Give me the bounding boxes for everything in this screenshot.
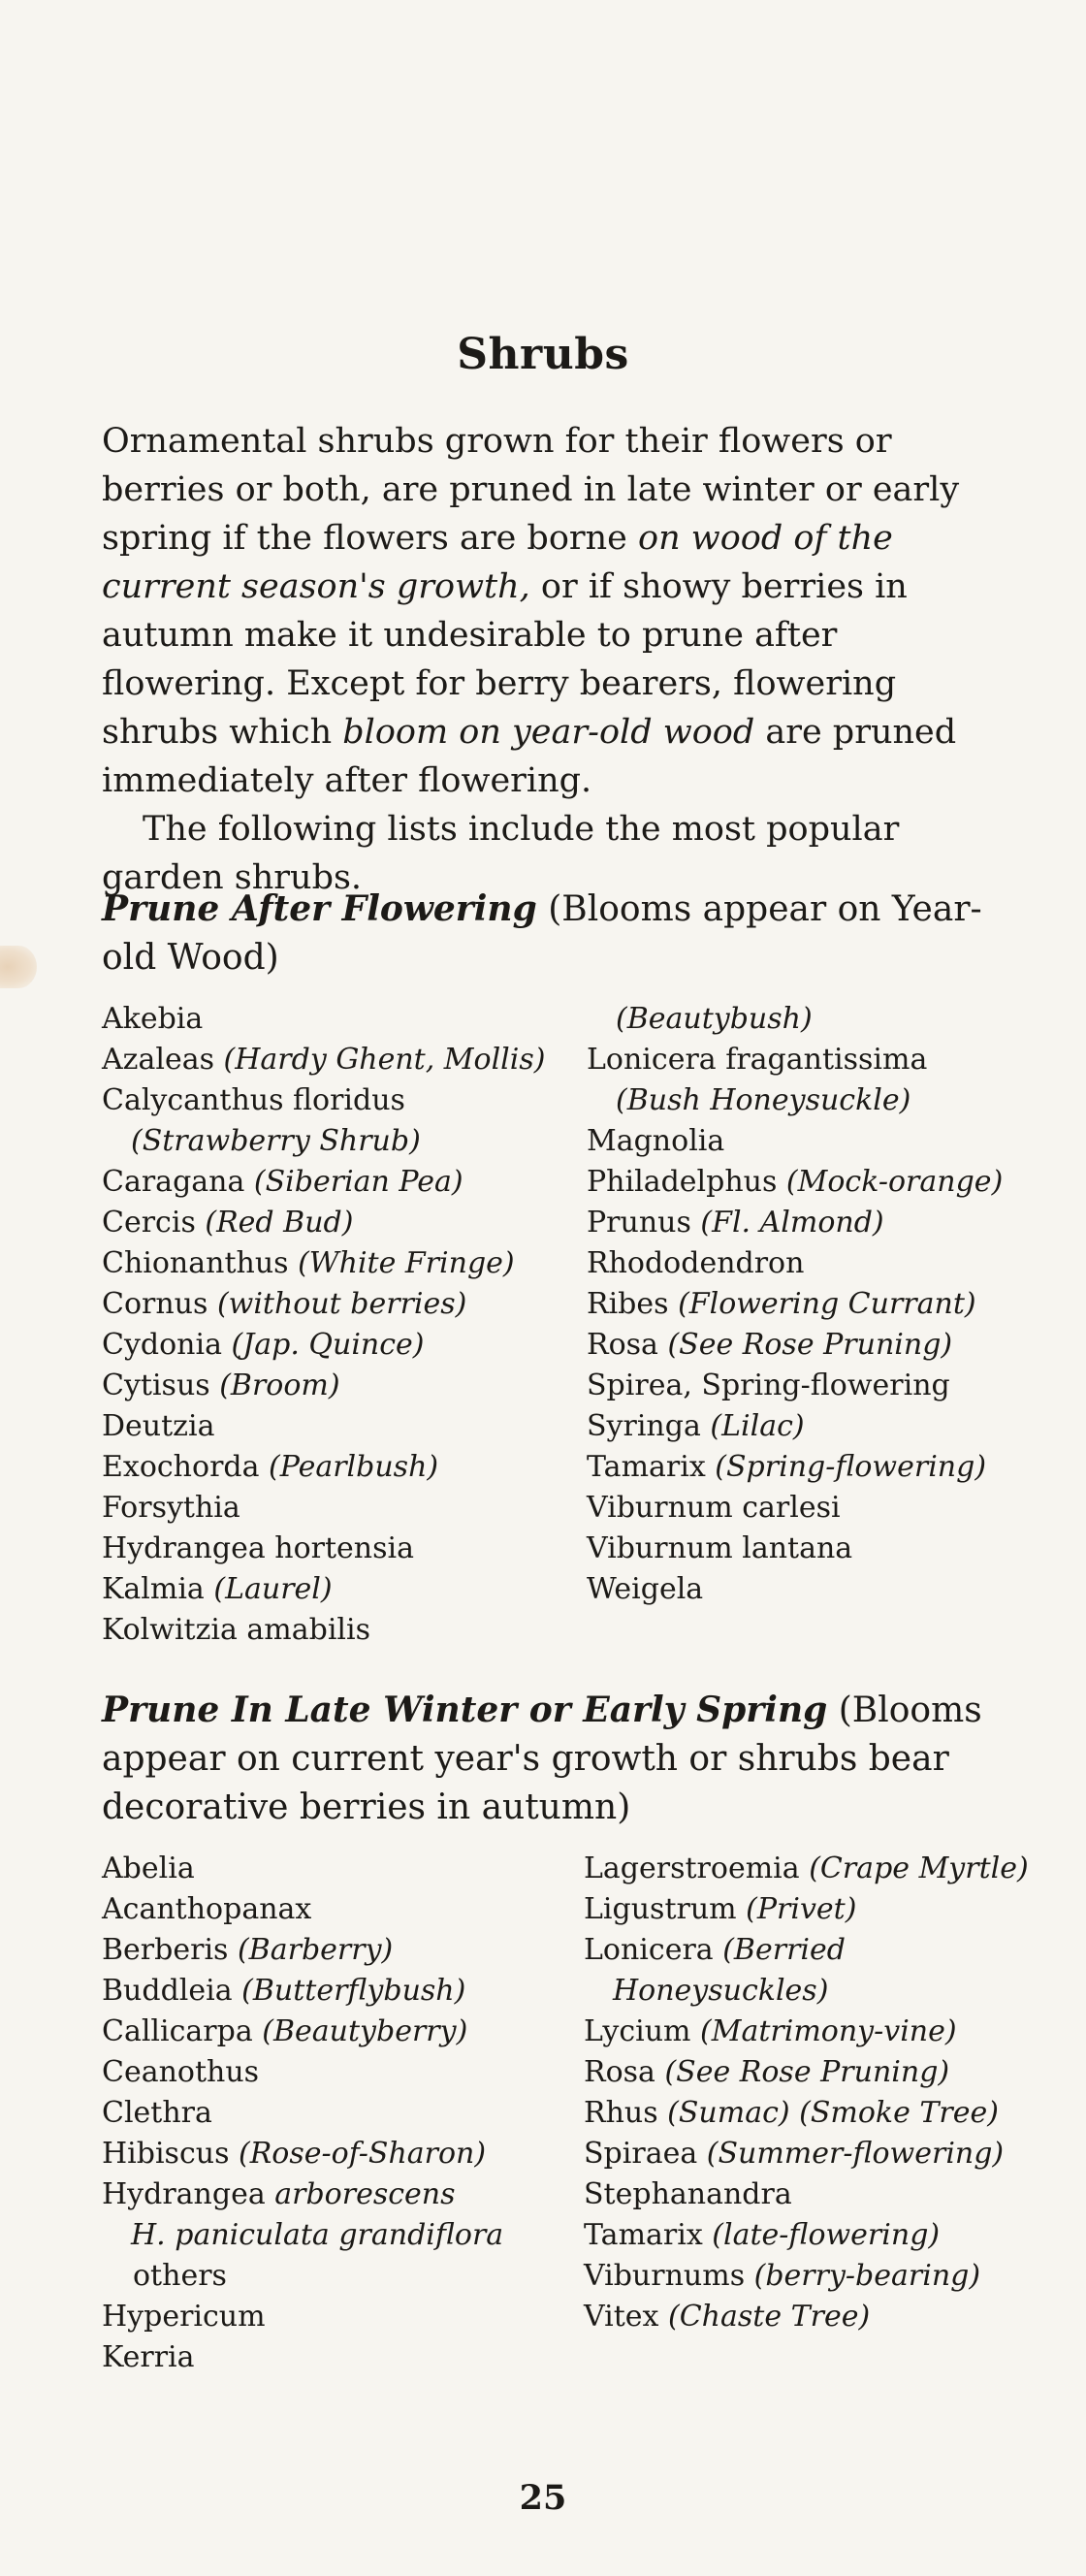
shrub-list-item — [584, 2215, 1029, 2256]
shrub-list-item — [587, 1162, 1003, 1203]
shrub-name: Hibiscus — [102, 2137, 240, 2171]
shrub-name: Rhus — [584, 2096, 668, 2130]
shrub-common-name: (Sumac) (Smoke Tree) — [667, 2096, 999, 2130]
intro-text-run: are pruned immediately after flowering. — [102, 713, 957, 800]
shrub-common-name: (Rose-of-Sharon) — [239, 2137, 487, 2171]
shrub-name: Hydrangea — [102, 2177, 275, 2211]
shrub-list-item — [102, 1162, 545, 1203]
shrub-name: Viburnums — [584, 2259, 754, 2293]
shrub-list-item — [587, 1080, 1003, 1121]
shrub-common-name: (Jap. Quince) — [231, 1328, 425, 1362]
shrub-list-right — [587, 999, 1003, 1610]
shrub-name: Viburnum lantana — [587, 1531, 853, 1565]
shrub-common-name: (Pearlbush) — [269, 1450, 439, 1484]
shrub-common-name: (Crape Myrtle) — [809, 1852, 1029, 1885]
shrub-common-name: (Mock-orange) — [785, 1165, 1004, 1199]
shrub-common-name: arborescens — [274, 2177, 456, 2211]
shrub-list-item — [584, 2012, 1029, 2052]
shrub-list-item — [102, 1080, 545, 1121]
shrub-list-item — [102, 1529, 545, 1569]
page-number: 25 — [519, 2478, 567, 2518]
shrub-name: Ceanothus — [102, 2055, 260, 2089]
shrub-common-name: (Strawberry Shrub) — [131, 1124, 421, 1158]
shrub-list-item — [584, 2052, 1029, 2093]
shrub-list-item — [587, 1366, 1003, 1406]
shrub-list-item — [102, 1406, 545, 1447]
shrub-common-name: (White Fringe) — [298, 1246, 515, 1280]
shrub-common-name: (without berries) — [216, 1287, 467, 1321]
shrub-name: Cercis — [102, 1206, 206, 1240]
shrub-common-name: (Lilac) — [710, 1409, 805, 1443]
section-subheading-text: (Blooms appear on Year-old Wood) — [102, 889, 982, 978]
shrub-list-item — [102, 1366, 545, 1406]
shrub-list-left — [102, 1849, 503, 2378]
shrub-list-left — [102, 999, 545, 1651]
shrub-name: Spirea, Spring-flowering — [587, 1368, 950, 1402]
shrub-common-name: (Barberry) — [237, 1933, 394, 1967]
shrub-list-item — [587, 999, 1003, 1040]
shrub-list-item — [587, 1325, 1003, 1366]
shrub-list-item — [102, 2052, 503, 2093]
shrub-name: Lonicera fragantissima — [587, 1043, 928, 1077]
shrub-list-item — [102, 1889, 503, 1930]
shrub-list-item — [102, 1971, 503, 2012]
shrub-list-item — [587, 1121, 1003, 1162]
shrub-common-name: (Beautyberry) — [262, 2014, 468, 2048]
shrub-name: Viburnum carlesi — [587, 1491, 841, 1525]
shrub-list-item — [102, 2174, 503, 2215]
shrub-name: Forsythia — [102, 1491, 240, 1525]
shrub-list-item — [102, 1243, 545, 1284]
shrub-name: Ribes — [587, 1287, 679, 1321]
shrub-common-name: (Matrimony-vine) — [700, 2014, 957, 2048]
shrub-name: Syringa — [587, 1409, 711, 1443]
section-subheading-text: (Blooms appear on current year's growth or shrubs bear decorative berries in autumn) — [102, 1690, 982, 1827]
shrub-list-item — [584, 1849, 1029, 1889]
shrub-list-item — [584, 2093, 1029, 2134]
shrub-common-name: (berry-bearing) — [753, 2259, 981, 2293]
shrub-list-item — [102, 1203, 545, 1243]
section-heading-late-winter — [102, 1686, 1018, 1832]
shrub-name: Prunus — [587, 1206, 701, 1240]
shrub-name: Kerria — [102, 2340, 195, 2374]
intro-paragraph-2: The following lists include the most popular garden shrubs. — [102, 810, 900, 897]
shrub-name: Hypericum — [102, 2300, 266, 2334]
shrub-list-item — [587, 1040, 1003, 1080]
shrub-list-item — [102, 1447, 545, 1488]
shrub-name: Chionanthus — [102, 1246, 299, 1280]
intro-text — [102, 417, 1018, 902]
section-heading-text: Prune In Late Winter or Early Spring — [102, 1690, 828, 1730]
shrub-common-name: (Fl. Almond) — [700, 1206, 884, 1240]
shrub-name: Cydonia — [102, 1328, 232, 1362]
shrub-name: Cytisus — [102, 1368, 220, 1402]
shrub-list-right — [584, 1849, 1029, 2337]
shrub-list-item — [587, 1284, 1003, 1325]
shrub-common-name: (Summer-flowering) — [706, 2137, 1005, 2171]
shrub-name: Philadelphus — [587, 1165, 786, 1199]
shrub-common-name: (See Rose Pruning) — [667, 1328, 953, 1362]
shrub-list-item — [584, 1889, 1029, 1930]
intro-emphasis: on wood of the current season's growth, — [102, 519, 893, 606]
page-title: Shrubs — [457, 330, 629, 379]
shrub-name: Caragana — [102, 1165, 254, 1199]
shrub-name: Exochorda — [102, 1450, 270, 1484]
shrub-name: others — [133, 2259, 227, 2293]
shrub-list-item — [587, 1447, 1003, 1488]
shrub-list-item — [102, 1284, 545, 1325]
shrub-name: Vitex — [584, 2300, 668, 2334]
shrub-name: Akebia — [102, 1002, 204, 1036]
shrub-name: Kalmia — [102, 1572, 214, 1606]
shrub-common-name: (Chaste Tree) — [668, 2300, 871, 2334]
shrub-list-item — [102, 2093, 503, 2134]
shrub-name: Acanthopanax — [102, 1892, 312, 1926]
intro-text-run: or if showy berries in autumn make it undesirable to prune after flowering. Except for berry bearers, flowering shrubs which — [102, 567, 908, 752]
shrub-common-name: (Butterflybush) — [241, 1974, 466, 2008]
shrub-name: Spiraea — [584, 2137, 707, 2171]
shrub-list-item — [584, 1930, 1029, 1971]
shrub-name: Deutzia — [102, 1409, 215, 1443]
shrub-common-name: (Privet) — [746, 1892, 857, 1926]
shrub-list-item — [102, 1325, 545, 1366]
shrub-name: Lagerstroemia — [584, 1852, 810, 1885]
shrub-list-item — [584, 2134, 1029, 2174]
shrub-name: Lycium — [584, 2014, 701, 2048]
shrub-name: Azaleas — [102, 1043, 224, 1077]
shrub-list-item — [102, 1849, 503, 1889]
shrub-list-item — [102, 2256, 503, 2297]
shrub-list-item — [584, 2297, 1029, 2337]
shrub-list-item — [102, 1930, 503, 1971]
shrub-common-name: (Spring-flowering) — [715, 1450, 987, 1484]
shrub-common-name: (Beautybush) — [616, 1002, 813, 1036]
shrub-name: Tamarix — [584, 2218, 713, 2252]
shrub-name: Berberis — [102, 1933, 238, 1967]
shrub-list-item — [102, 1488, 545, 1529]
shrub-list-item — [587, 1529, 1003, 1569]
shrub-list-item — [102, 999, 545, 1040]
shrub-name: Abelia — [102, 1852, 195, 1885]
shrub-name: Rosa — [584, 2055, 665, 2089]
shrub-name: Rosa — [587, 1328, 668, 1362]
shrub-list-item — [102, 1121, 545, 1162]
shrub-common-name: (See Rose Pruning) — [664, 2055, 950, 2089]
shrub-common-name: Honeysuckles) — [613, 1974, 829, 2008]
shrub-list-item — [587, 1203, 1003, 1243]
shrub-common-name: (Bush Honeysuckle) — [616, 1083, 911, 1117]
shrub-name: Hydrangea hortensia — [102, 1531, 414, 1565]
shrub-list-item — [102, 2337, 503, 2378]
shrub-list-item — [102, 2215, 503, 2256]
shrub-list-item — [584, 2256, 1029, 2297]
shrub-list-item — [102, 2012, 503, 2052]
paper-stain — [0, 946, 37, 988]
shrub-list-item — [102, 2297, 503, 2337]
section-heading-text: Prune After Flowering — [102, 888, 537, 929]
shrub-name: Stephanandra — [584, 2177, 792, 2211]
shrub-common-name: (Hardy Ghent, Mollis) — [223, 1043, 546, 1077]
shrub-list-item — [587, 1488, 1003, 1529]
shrub-name: Magnolia — [587, 1124, 725, 1158]
shrub-name: Ligustrum — [584, 1892, 747, 1926]
shrub-list-item — [587, 1569, 1003, 1610]
shrub-common-name: (Siberian Pea) — [253, 1165, 463, 1199]
shrub-common-name: (Broom) — [219, 1368, 340, 1402]
shrub-name: Cornus — [102, 1287, 217, 1321]
shrub-common-name: H. paniculata grandiflora — [131, 2218, 504, 2252]
shrub-common-name: (late-flowering) — [712, 2218, 941, 2252]
shrub-list-item — [584, 2174, 1029, 2215]
shrub-list-item — [102, 1040, 545, 1080]
shrub-list-item — [102, 1610, 545, 1651]
shrub-name: Buddleia — [102, 1974, 242, 2008]
shrub-common-name: (Laurel) — [213, 1572, 333, 1606]
shrub-name: Lonicera — [584, 1933, 723, 1967]
intro-paragraph-1 — [102, 417, 1018, 805]
shrub-list-item — [584, 1971, 1029, 2012]
shrub-name: Callicarpa — [102, 2014, 263, 2048]
intro-text-run: Ornamental shrubs grown for their flowers or berries or both, are pruned in late winter or early spring if the flowers are borne — [102, 422, 960, 558]
shrub-name: Calycanthus floridus — [102, 1083, 405, 1117]
shrub-name: Kolwitzia amabilis — [102, 1613, 371, 1647]
shrub-common-name: (Berried — [722, 1933, 846, 1967]
shrub-name: Rhododendron — [587, 1246, 805, 1280]
shrub-list-item — [102, 1569, 545, 1610]
intro-emphasis: bloom on year-old wood — [342, 713, 755, 752]
shrub-list-item — [102, 2134, 503, 2174]
shrub-list-item — [587, 1406, 1003, 1447]
shrub-list-item — [587, 1243, 1003, 1284]
section-heading-after-flowering — [102, 885, 1018, 982]
shrub-name: Weigela — [587, 1572, 704, 1606]
shrub-name: Clethra — [102, 2096, 212, 2130]
shrub-name: Tamarix — [587, 1450, 716, 1484]
shrub-common-name: (Red Bud) — [205, 1206, 354, 1240]
shrub-common-name: (Flowering Currant) — [678, 1287, 976, 1321]
